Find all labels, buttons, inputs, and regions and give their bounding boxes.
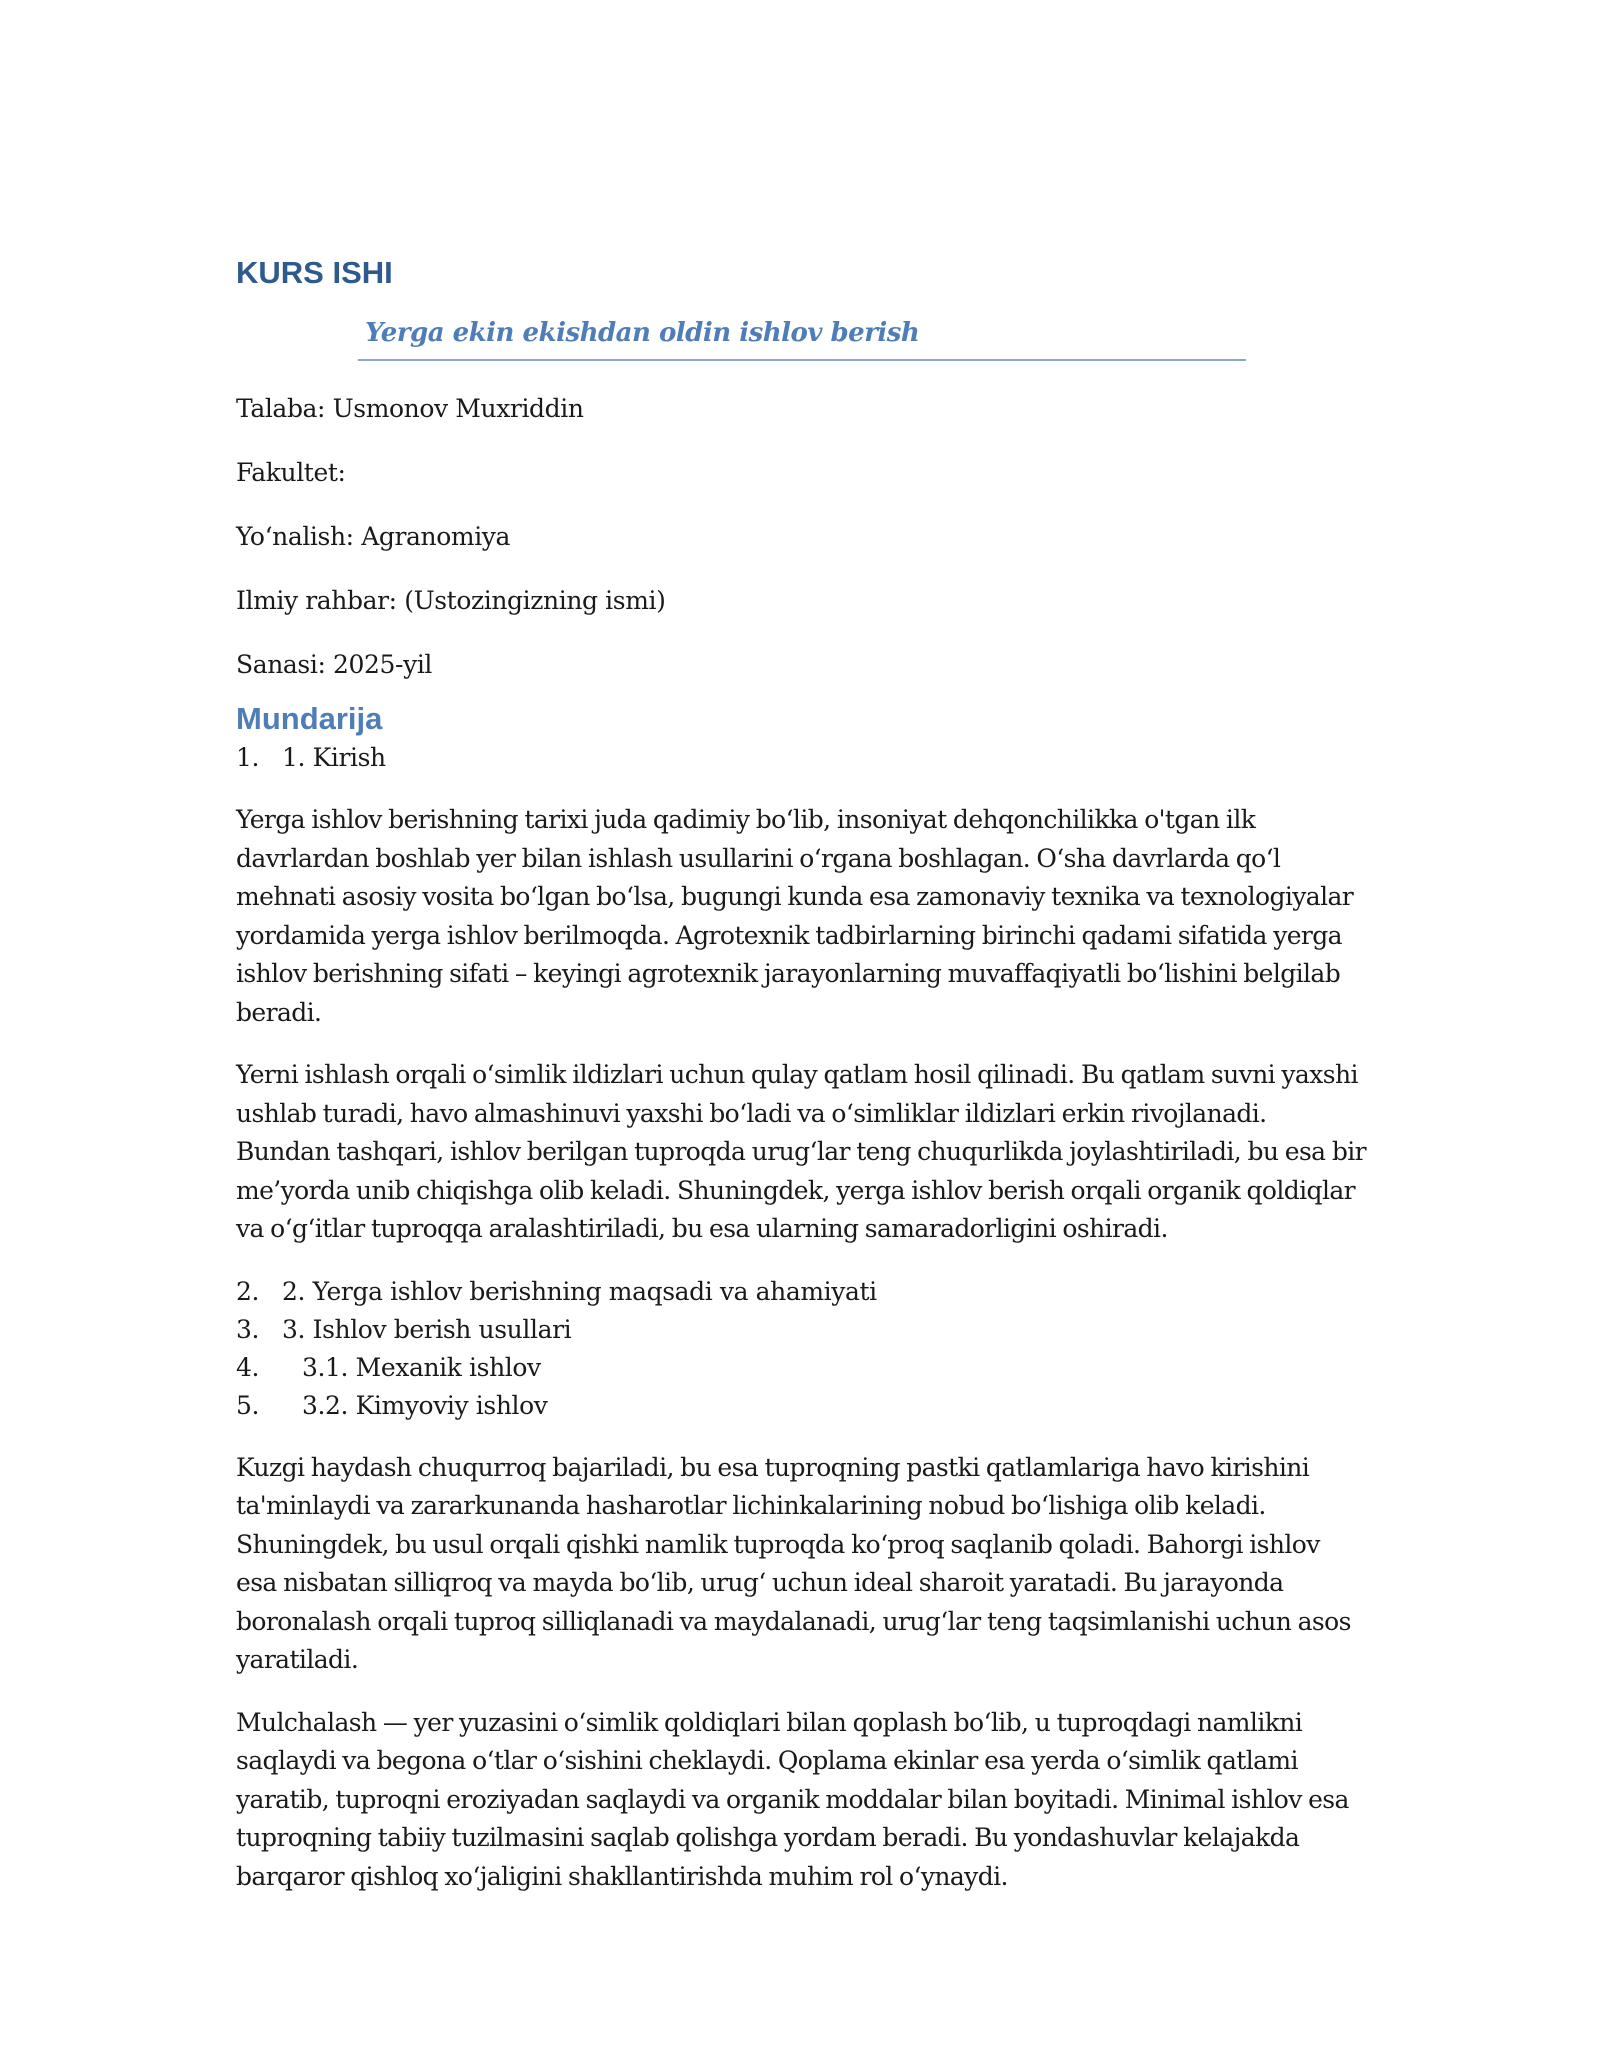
toc-item <box>236 739 1366 777</box>
supervisor: Ilmiy rahbar: (Ustozingizning ismi) <box>236 586 666 615</box>
specialty: Yo‘nalish: Agranomiya <box>236 522 511 551</box>
toc-heading: Mundarija <box>236 701 383 736</box>
toc-number: 2. <box>236 1276 260 1306</box>
toc-list <box>236 1273 1366 1425</box>
document-title: KURS ISHI <box>236 255 393 290</box>
toc-label: 2. Yerga ishlov berishning maqsadi va ahamiyati <box>282 1276 877 1306</box>
toc-number: 3. <box>236 1314 260 1344</box>
toc-label: 3.1. Mexanik ishlov <box>302 1352 541 1382</box>
toc-label: 1. Kirish <box>282 743 386 772</box>
student-name: Talaba: Usmonov Muxriddin <box>236 394 584 423</box>
toc-label: 3. Ishlov berish usullari <box>282 1314 572 1344</box>
paragraph: Yerga ishlov berishning tarixi juda qadimiy bo‘lib, insoniyat dehqonchilikka o'tgan ilk davrlardan boshlab yer bilan ishlash usullarini o‘rgana boshlagan. O‘sha davrlarda qo‘l mehnati asosiy vosita bo‘lgan bo‘lsa, bugungi kunda esa zamonaviy texnika va texnologiyalar yordamida yerga ishlov berilmoqda. Agrotexnik tadbirlarning birinchi qadami sifatida yerga ishlov berishning sifati – keyingi agrotexnik jarayonlarning muvaffaqiyatli bo‘lishini belgilab beradi. <box>236 805 1354 1027</box>
toc-item <box>236 1387 1366 1425</box>
paragraph: Yerni ishlash orqali o‘simlik ildizlari uchun qulay qatlam hosil qilinadi. Bu qatlam suvni yaxshi ushlab turadi, havo almashinuvi yaxshi bo‘ladi va o‘simliklar ildizlari erkin rivojlanadi. Bundan tashqari, ishlov berilgan tuproqda urug‘lar teng chuqurlikda joylashtiriladi, bu esa bir me’yorda unib chiqishga olib keladi. Shuningdek, yerga ishlov berish orqali organik qoldiqlar va o‘g‘itlar tuproqqa aralashtiriladi, bu esa ularning samaradorligini oshiradi. <box>236 1060 1366 1243</box>
toc-item <box>236 1273 1366 1311</box>
paragraph: Kuzgi haydash chuqurroq bajariladi, bu esa tuproqning pastki qatlamlariga havo kirishini ta'minlaydi va zararkunanda hasharotlar lichinkalarining nobud bo‘lishiga olib keladi. Shuningdek, bu usul orqali qishki namlik tuproqda ko‘proq saqlanib qoladi. Bahorgi ishlov esa nisbatan silliqroq va mayda bo‘lib, urug‘ uchun ideal sharoit yaratadi. Bu jarayonda boronalash orqali tuproq silliqlanadi va maydalanadi, urug‘lar teng taqsimlanishi uchun asos yaratiladi. <box>236 1452 1351 1674</box>
toc-item <box>236 1349 1366 1387</box>
toc-list <box>236 739 1366 777</box>
toc-number: 5. <box>236 1390 260 1420</box>
student-info <box>236 391 1366 683</box>
toc-item <box>236 1311 1366 1349</box>
subtitle-block <box>358 315 1246 361</box>
paragraph: Mulchalash — yer yuzasini o‘simlik qoldiqlari bilan qoplash bo‘lib, u tuproqdagi namlikni saqlaydi va begona o‘tlar o‘sishini cheklaydi. Qoplama ekinlar esa yerda o‘simlik qatlami yaratib, tuproqni eroziyadan saqlaydi va organik moddalar bilan boyitadi. Minimal ishlov esa tuproqning tabiiy tuzilmasini saqlab qolishga yordam beradi. Bu yondashuvlar kelajakda barqaror qishloq xo‘jaligini shakllantirishda muhim rol o‘ynaydi. <box>236 1707 1349 1891</box>
document-subtitle: Yerga ekin ekishdan oldin ishlov berish <box>365 318 920 348</box>
faculty: Fakultet: <box>236 458 346 487</box>
document-body <box>236 253 1366 1896</box>
toc-number: 1. <box>236 743 260 772</box>
date: Sanasi: 2025-yil <box>236 650 433 679</box>
toc-number: 4. <box>236 1352 260 1382</box>
toc-label: 3.2. Kimyoviy ishlov <box>302 1390 548 1420</box>
